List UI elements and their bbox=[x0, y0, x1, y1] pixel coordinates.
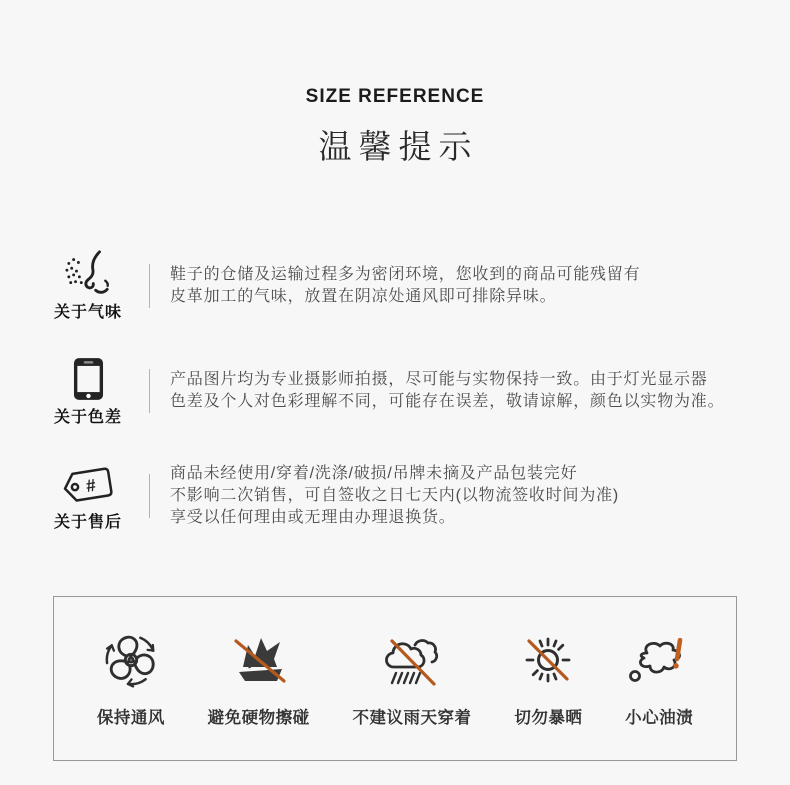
care-item-no-hard-object bbox=[208, 631, 310, 728]
tip-label-aftersales: 关于售后 bbox=[53, 514, 122, 531]
tip-row-color bbox=[0, 355, 790, 427]
care-label: 切勿暴晒 bbox=[514, 709, 583, 727]
tip-label-color: 关于色差 bbox=[53, 409, 122, 426]
care-label: 不建议雨天穿着 bbox=[352, 709, 472, 727]
svg-text:#: # bbox=[84, 474, 98, 496]
care-item-ventilation bbox=[97, 631, 165, 728]
tip-text-odor: 鞋子的仓储及运输过程多为密闭环境，您收到的商品可能残留有 皮革加工的气味，放置在阴凉处通风即可排除异味。 bbox=[170, 266, 641, 305]
no-rain-icon bbox=[381, 631, 443, 689]
no-sun-icon bbox=[520, 631, 576, 689]
tip-label-odor: 关于气味 bbox=[53, 304, 122, 321]
smell-icon bbox=[63, 250, 113, 296]
divider-line bbox=[149, 264, 150, 308]
care-label: 避免硬物擦碰 bbox=[207, 709, 310, 727]
care-instructions-box bbox=[53, 596, 737, 761]
tip-row-odor bbox=[0, 250, 790, 322]
tip-text-color: 产品图片均为专业摄影师拍摄，尽可能与实物保持一致。由于灯光显示器 色差及个人对色彩理解不同，可能存在误差，敬请谅解，颜色以实物为准。 bbox=[170, 371, 725, 410]
divider-line bbox=[149, 474, 150, 518]
care-item-no-rain bbox=[352, 631, 471, 728]
page-eyebrow: SIZE REFERENCE bbox=[305, 86, 485, 107]
page-title: 温馨提示 bbox=[318, 128, 479, 165]
tips-section bbox=[0, 250, 790, 532]
tag-icon bbox=[61, 460, 115, 506]
care-label: 保持通风 bbox=[96, 709, 165, 727]
divider-line bbox=[149, 369, 150, 413]
care-item-oil-stain bbox=[625, 631, 693, 728]
tip-text-aftersales: 商品未经使用/穿着/洗涤/破损/吊牌未摘及产品包装完好 不影响二次销售，可自签收之日七天内(以物流签收时间为准) 享受以任何理由或无理由办理退换货。 bbox=[170, 465, 620, 526]
phone-icon bbox=[73, 355, 104, 401]
oil-stain-icon bbox=[627, 631, 691, 689]
no-hard-object-icon bbox=[229, 631, 289, 689]
tip-row-aftersales bbox=[0, 460, 790, 532]
care-label: 小心油渍 bbox=[625, 709, 694, 727]
fan-icon bbox=[102, 631, 160, 689]
care-item-no-sun bbox=[514, 631, 582, 728]
